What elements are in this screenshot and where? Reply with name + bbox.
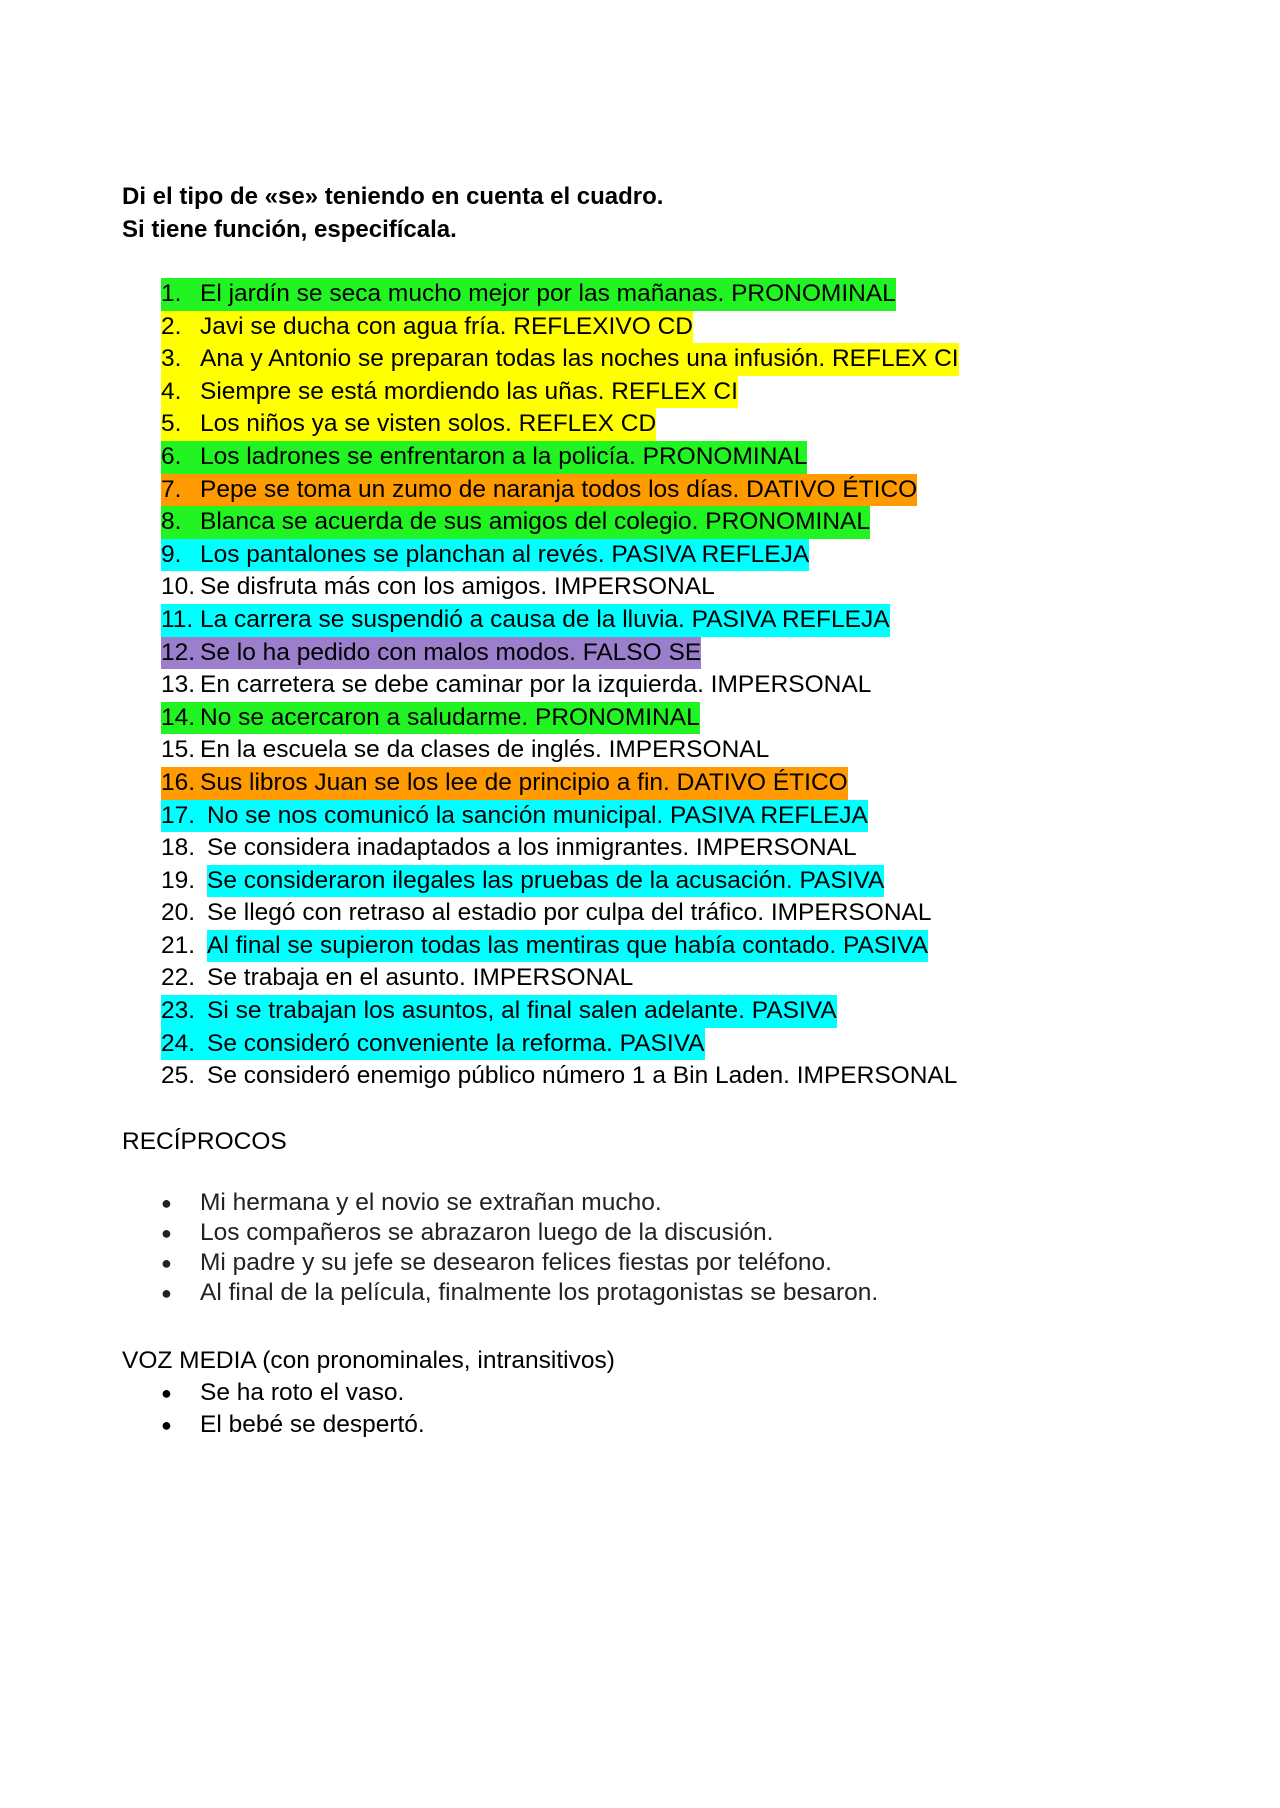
exercise-number: 25.: [161, 1062, 196, 1090]
exercise-text: Siempre se está mordiendo las uñas. REFLEX CI: [200, 377, 738, 405]
exercise-text: La carrera se suspendió a causa de la lluvia. PASIVA REFLEJA: [200, 605, 890, 633]
exercise-text: Se consideró conveniente la reforma. PASIVA: [207, 1029, 705, 1057]
voz-media-item-text: Se ha roto el vaso.: [200, 1378, 405, 1406]
exercise-item: [161, 865, 1202, 898]
exercise-highlight: [161, 571, 715, 604]
exercise-text: Sus libros Juan se los lee de principio a fin. DATIVO ÉTICO: [200, 768, 848, 796]
exercise-item: [161, 897, 1202, 930]
exercise-number: 2.: [161, 312, 182, 340]
exercise-text: Pepe se toma un zumo de naranja todos los días. DATIVO ÉTICO: [200, 475, 918, 503]
reciprocos-heading: RECÍPROCOS: [122, 1127, 287, 1155]
exercise-highlight: [161, 604, 890, 637]
exercise-item: [161, 343, 1202, 376]
exercise-text: Blanca se acuerda de sus amigos del colegio. PRONOMINAL: [200, 508, 870, 536]
exercise-number: 14.: [161, 703, 196, 731]
exercise-highlight: [161, 995, 837, 1028]
exercise-item: [161, 571, 1202, 604]
exercise-item: [161, 311, 1202, 344]
exercise-number: 23.: [161, 997, 196, 1025]
exercise-item: [161, 767, 1202, 800]
voz-media-list: [122, 1377, 1202, 1442]
exercise-text: Se consideró enemigo público número 1 a Bin Laden. IMPERSONAL: [207, 1062, 958, 1090]
exercise-item: [161, 376, 1202, 409]
exercise-highlight: [161, 539, 809, 572]
exercise-item: [161, 441, 1202, 474]
exercise-number: 21.: [161, 931, 196, 959]
exercise-number: 22.: [161, 964, 196, 992]
reciprocos-item-text: Los compañeros se abrazaron luego de la discusión.: [200, 1218, 774, 1246]
voz-media-item-text: El bebé se despertó.: [200, 1411, 425, 1439]
exercise-text: Los niños ya se visten solos. REFLEX CD: [200, 410, 657, 438]
bullet-icon: ●: [161, 1252, 172, 1273]
voz-media-item: [161, 1409, 1202, 1442]
exercise-number: 15.: [161, 736, 196, 764]
exercise-text: No se acercaron a saludarme. PRONOMINAL: [200, 703, 700, 731]
exercise-number: 1.: [161, 280, 182, 307]
exercise-highlight: [161, 441, 807, 474]
exercise-highlight: [161, 311, 693, 344]
bullet-icon: ●: [161, 1192, 172, 1213]
exercise-number: 17.: [161, 801, 196, 829]
exercise-highlight: [161, 734, 769, 767]
exercise-highlight: [161, 832, 857, 865]
exercise-highlight: [161, 800, 868, 833]
exercise-text: Los ladrones se enfrentaron a la policía. PRONOMINAL: [200, 442, 808, 470]
exercise-item: [161, 1060, 1202, 1093]
exercise-number: 20.: [161, 899, 196, 927]
reciprocos-item: [161, 1278, 1202, 1308]
exercise-text: El jardín se seca mucho mejor por las mañanas. PRONOMINAL: [200, 280, 896, 307]
exercise-number: 6.: [161, 442, 182, 470]
bullet-icon: ●: [161, 1222, 172, 1243]
exercise-number: 18.: [161, 834, 196, 862]
exercise-number: 13.: [161, 671, 196, 699]
exercise-highlight: [161, 962, 633, 995]
exercise-highlight: [161, 637, 701, 670]
bullet-icon: ●: [161, 1282, 172, 1303]
exercise-item: [161, 506, 1202, 539]
exercise-text: En carretera se debe caminar por la izquierda. IMPERSONAL: [200, 671, 872, 699]
exercise-item: [161, 800, 1202, 833]
exercise-text: Se llegó con retraso al estadio por culpa del tráfico. IMPERSONAL: [207, 899, 932, 927]
bullet-icon: ●: [161, 1382, 172, 1403]
reciprocos-item-text: Al final de la película, finalmente los protagonistas se besaron.: [200, 1278, 879, 1306]
exercise-item: [161, 669, 1202, 702]
exercise-item: [161, 604, 1202, 637]
exercise-item: [161, 962, 1202, 995]
exercise-number: 3.: [161, 345, 182, 373]
exercise-text: En la escuela se da clases de inglés. IMPERSONAL: [200, 736, 770, 764]
document-page: [122, 180, 1202, 1442]
voz-media-heading: VOZ MEDIA (con pronominales, intransitivos): [122, 1346, 615, 1374]
exercise-number: 4.: [161, 377, 182, 405]
exercise-highlight: [161, 506, 870, 539]
title-line-2: Si tiene función, especifícala.: [122, 216, 457, 243]
exercise-number: 11.: [161, 605, 194, 633]
exercise-highlight: [161, 897, 931, 930]
exercise-number: 19.: [161, 866, 196, 894]
exercise-item: [161, 278, 1202, 311]
reciprocos-item: [161, 1218, 1202, 1248]
exercise-number: 24.: [161, 1029, 196, 1057]
exercise-highlight: [161, 669, 871, 702]
exercise-text: Se lo ha pedido con malos modos. FALSO SE: [200, 638, 702, 666]
exercise-list: [122, 278, 1202, 1093]
exercise-highlight: [161, 930, 928, 963]
exercise-number: 16.: [161, 768, 196, 796]
exercise-highlight: [161, 278, 896, 311]
exercise-item: [161, 702, 1202, 735]
exercise-text: Se disfruta más con los amigos. IMPERSONAL: [200, 573, 715, 601]
exercise-highlight: [161, 702, 700, 735]
exercise-highlight: [161, 376, 738, 409]
exercise-number: 8.: [161, 508, 182, 536]
exercise-text: Ana y Antonio se preparan todas las noches una infusión. REFLEX CI: [200, 345, 959, 373]
exercise-highlight: [161, 865, 884, 898]
exercise-highlight: [161, 343, 959, 376]
voz-media-item: [161, 1377, 1202, 1410]
document-title: [122, 180, 1202, 246]
exercise-item: [161, 930, 1202, 963]
bullet-icon: ●: [161, 1415, 172, 1436]
exercise-item: [161, 734, 1202, 767]
exercise-item: [161, 539, 1202, 572]
exercise-text: Se considera inadaptados a los inmigrantes. IMPERSONAL: [207, 834, 857, 862]
exercise-highlight: [161, 767, 848, 800]
reciprocos-item: [161, 1248, 1202, 1278]
exercise-text: Los pantalones se planchan al revés. PASIVA REFLEJA: [200, 540, 810, 568]
exercise-highlight: [161, 474, 917, 507]
exercise-number: 7.: [161, 475, 182, 503]
exercise-highlight: [161, 1060, 957, 1093]
exercise-text: No se nos comunicó la sanción municipal. PASIVA REFLEJA: [207, 801, 868, 829]
exercise-text: Se trabaja en el asunto. IMPERSONAL: [207, 964, 634, 992]
reciprocos-item-text: Mi padre y su jefe se desearon felices fiestas por teléfono.: [200, 1248, 832, 1276]
exercise-number: 9.: [161, 540, 182, 568]
exercise-text: Si se trabajan los asuntos, al final salen adelante. PASIVA: [207, 997, 837, 1025]
exercise-item: [161, 995, 1202, 1028]
reciprocos-item-text: Mi hermana y el novio se extrañan mucho.: [200, 1188, 662, 1216]
title-line-1: Di el tipo de «se» teniendo en cuenta el cuadro.: [122, 183, 664, 210]
reciprocos-item: [161, 1188, 1202, 1218]
exercise-text: Javi se ducha con agua fría. REFLEXIVO CD: [200, 312, 693, 340]
exercise-item: [161, 637, 1202, 670]
exercise-item: [161, 474, 1202, 507]
reciprocos-list: [122, 1188, 1202, 1308]
exercise-highlight: [161, 1028, 705, 1061]
exercise-highlight: [161, 408, 656, 441]
exercise-item: [161, 832, 1202, 865]
exercise-number: 5.: [161, 410, 182, 438]
exercise-text: Al final se supieron todas las mentiras que había contado. PASIVA: [207, 930, 928, 963]
exercise-number: 12.: [161, 638, 196, 666]
exercise-item: [161, 1028, 1202, 1061]
exercise-text: Se consideraron ilegales las pruebas de la acusación. PASIVA: [207, 865, 884, 898]
exercise-item: [161, 408, 1202, 441]
exercise-number: 10.: [161, 573, 196, 601]
